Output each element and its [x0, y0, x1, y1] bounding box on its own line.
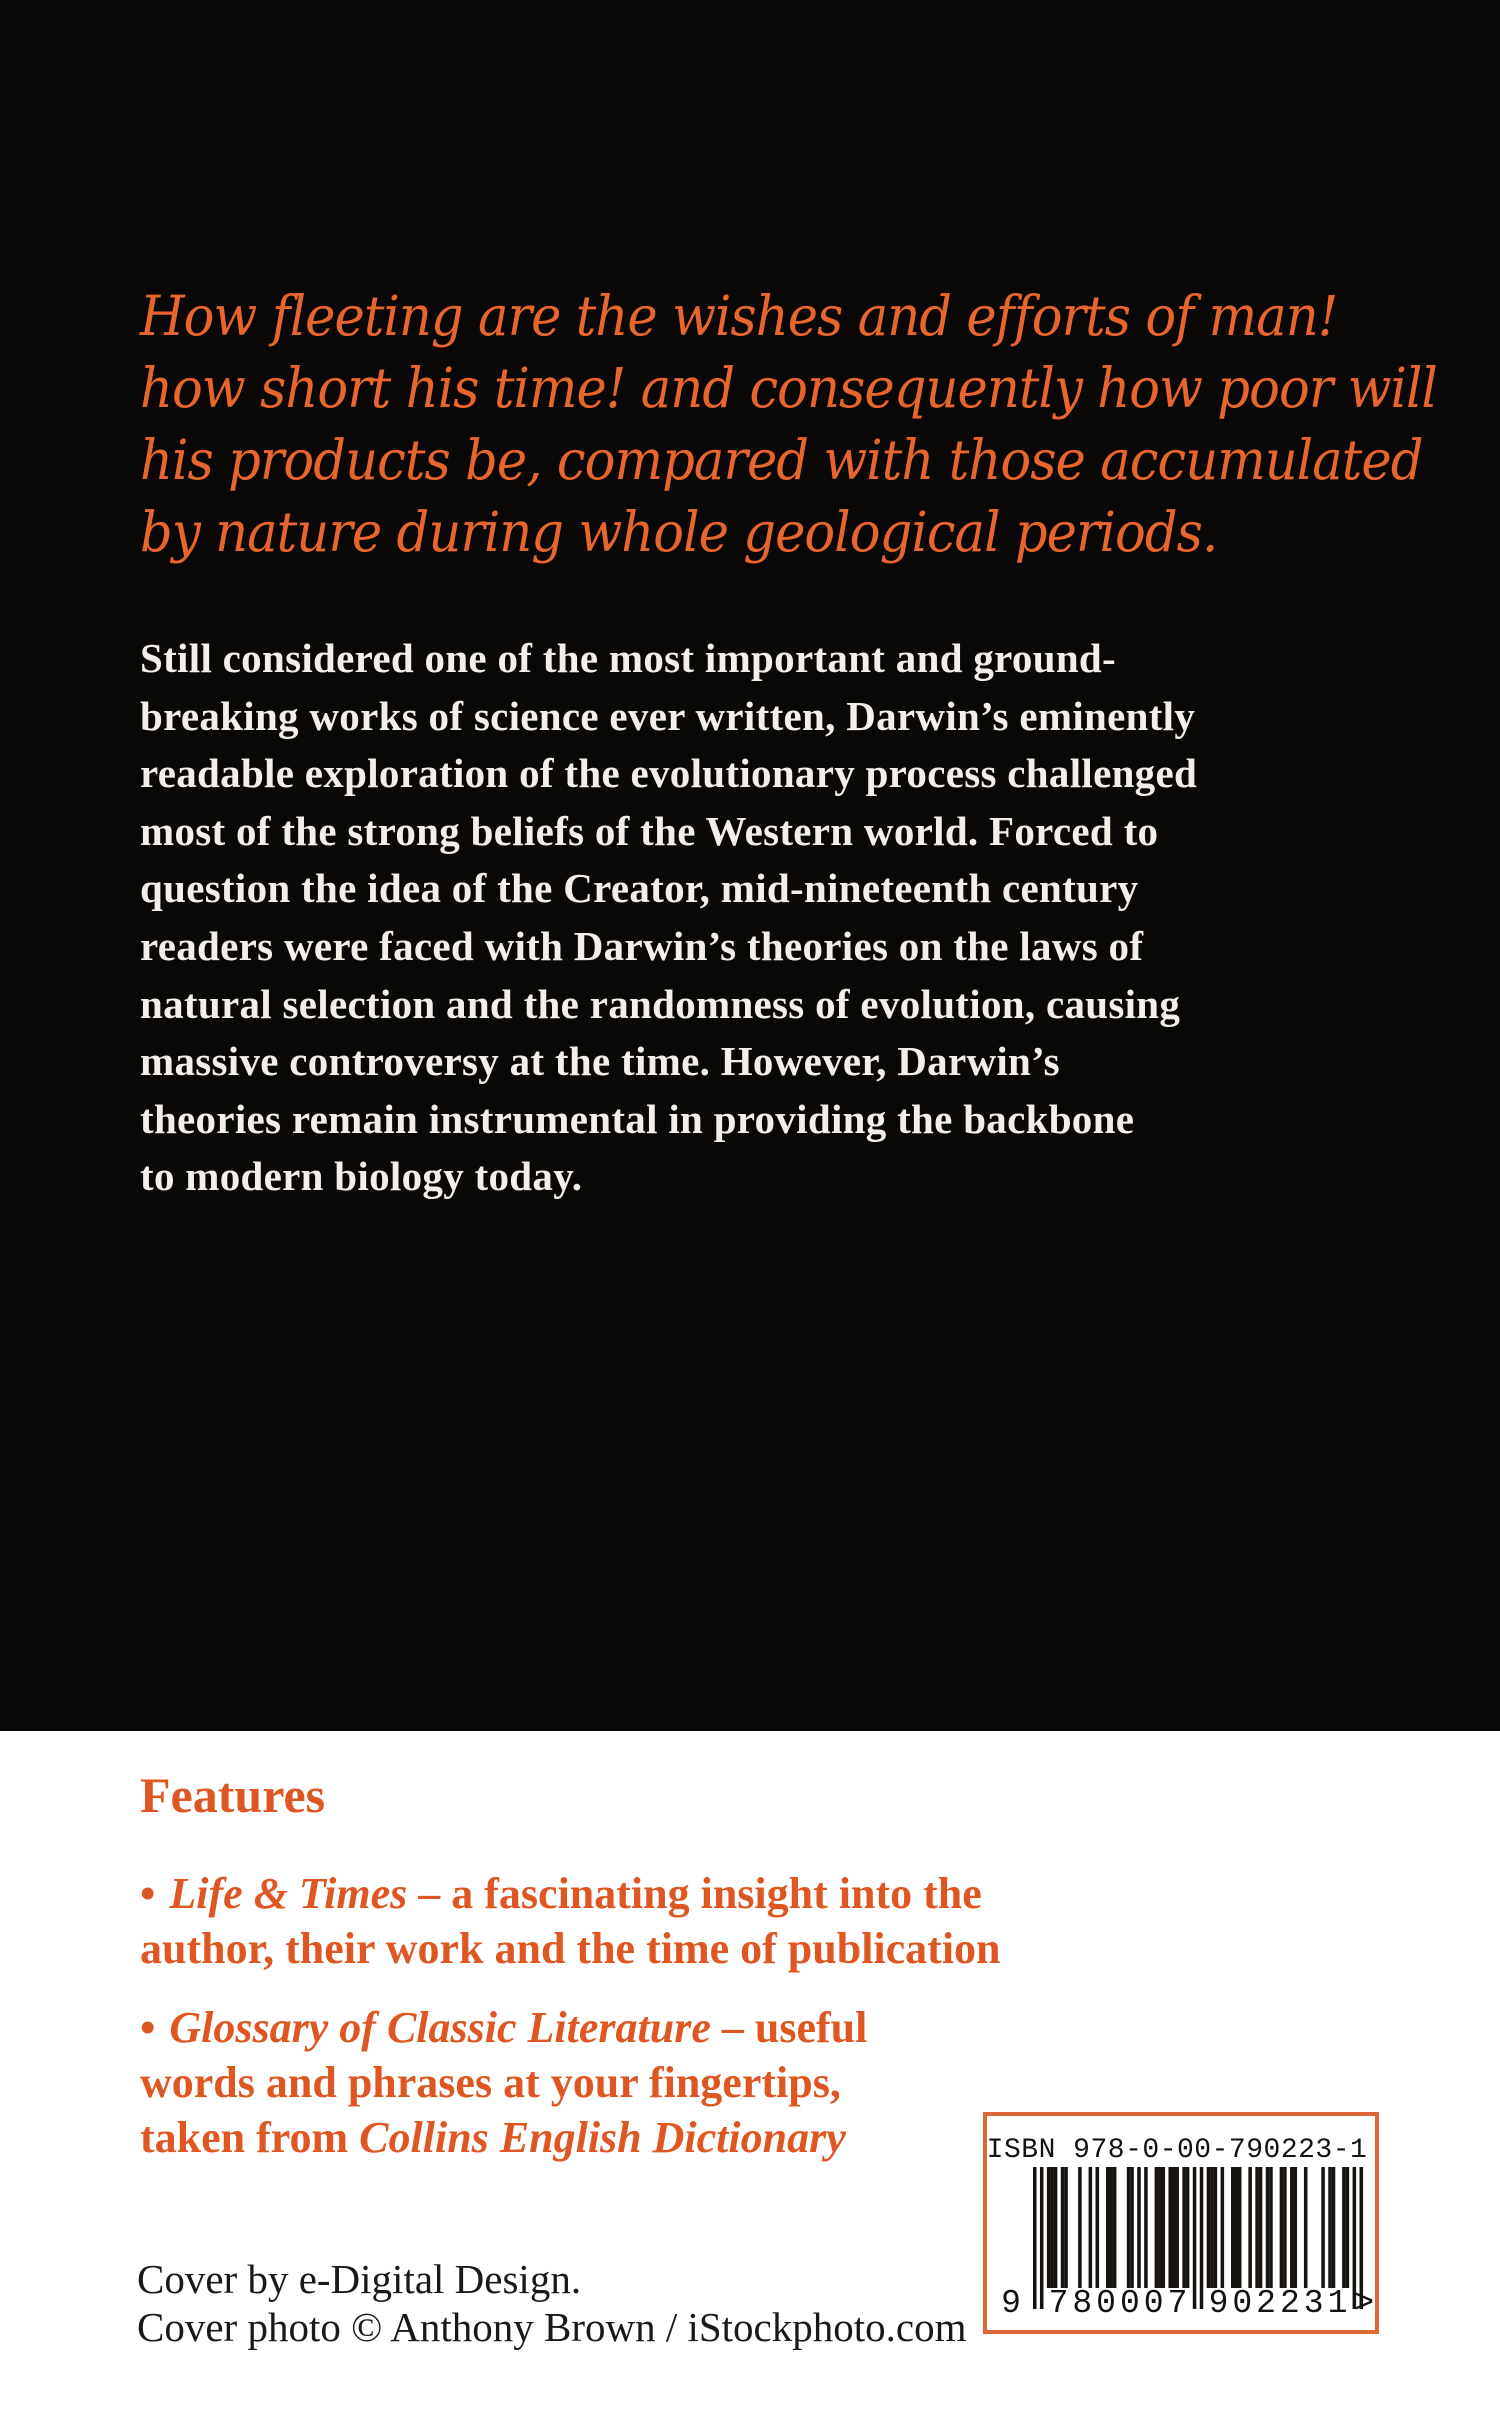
feature-text: – a fascinating insight into the [407, 1869, 982, 1918]
feature-line [140, 1921, 1001, 1976]
bullet-dot-icon: • [140, 2003, 156, 2052]
quote-line: by nature during whole geological periods. [140, 500, 1218, 564]
synopsis-line: massive controversy at the time. However, Darwin’s [140, 1038, 1060, 1085]
synopsis-line: readable exploration of the evolutionary process challenged [140, 750, 1198, 797]
pull-quote [140, 280, 1500, 568]
quote-line: How fleeting are the wishes and efforts of man! [140, 284, 1338, 348]
credit-line: Cover photo © Anthony Brown / iStockphoto.com [137, 2304, 967, 2350]
isbn-label: ISBN 978-0-00-790223-1 [987, 2135, 1368, 2166]
barcode-digit-left: 9 [1001, 2285, 1025, 2322]
feature-text: words and phrases at your fingertips, [140, 2058, 841, 2107]
synopsis-line: most of the strong beliefs of the Western world. Forced to [140, 807, 1159, 854]
feature-title: Glossary of Classic Literature [169, 2003, 711, 2052]
synopsis [140, 630, 1480, 1206]
feature-dictionary-title: Collins English Dictionary [359, 2113, 846, 2162]
feature-title: Life & Times [169, 1869, 408, 1918]
feature-item-life-and-times [140, 1866, 1001, 1976]
feature-line [140, 2110, 867, 2165]
credit-line: Cover by e-Digital Design. [137, 2256, 582, 2302]
quote-lines [140, 280, 1437, 568]
barcode-digits-group1: 780007 [1048, 2285, 1192, 2322]
synopsis-line: readers were faced with Darwin’s theories on the laws of [140, 922, 1144, 969]
features-heading: Features [140, 1767, 326, 1823]
quiet-zone-arrow: > [1354, 2285, 1374, 2322]
synopsis-line: to modern biology today. [140, 1153, 583, 1200]
isbn-barcode [983, 2112, 1379, 2334]
barcode-digits-group2: 902231 [1208, 2285, 1352, 2322]
quote-line: his products be, compared with those accumulated [140, 428, 1423, 492]
feature-line [140, 2055, 867, 2110]
feature-line [140, 2000, 867, 2055]
synopsis-line: Still considered one of the most important and ground- [140, 635, 1116, 681]
synopsis-line: natural selection and the randomness of evolution, causing [140, 980, 1181, 1027]
quote-line: how short his time! and consequently how poor will [140, 356, 1437, 420]
cover-credits [137, 2255, 967, 2351]
feature-text: – useful [710, 2003, 868, 2052]
synopsis-line: breaking works of science ever written, Darwin’s eminently [140, 692, 1196, 739]
synopsis-line: question the idea of the Creator, mid-nineteenth century [140, 865, 1139, 912]
feature-text: author, their work and the time of publication [140, 1924, 1001, 1973]
barcode-graphic [987, 2116, 1375, 2330]
feature-item-glossary [140, 2000, 867, 2165]
feature-line [140, 1866, 1001, 1921]
bullet-dot-icon: • [140, 1869, 156, 1918]
feature-text: taken from [140, 2113, 360, 2162]
synopsis-line: theories remain instrumental in providing the backbone [140, 1095, 1135, 1142]
